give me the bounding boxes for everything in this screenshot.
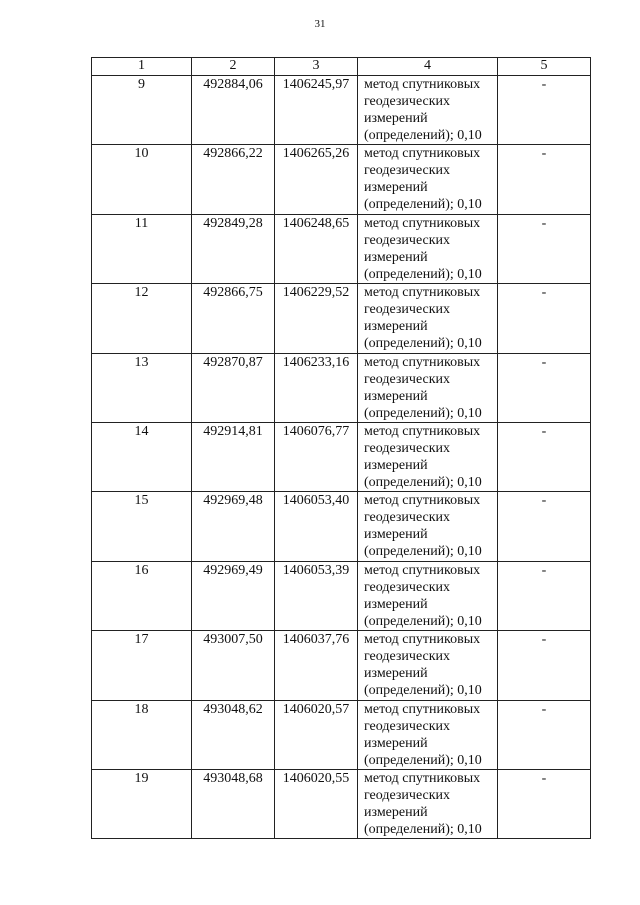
point-number-cell: 15 [92,492,192,561]
note-cell: - [498,561,591,630]
x-coordinate-cell: 492870,87 [192,353,275,422]
y-coordinate-cell: 1406248,65 [275,214,358,283]
method-text-line: (определений); 0,10 [364,821,482,837]
method-text-line: измерений [364,111,428,126]
header-col-4: 4 [358,58,498,76]
method-cell [358,353,498,422]
note-cell: - [498,769,591,838]
table-row [92,631,591,700]
method-text-line: (определений); 0,10 [364,266,482,282]
y-coordinate-cell: 1406265,26 [275,145,358,214]
note-cell: - [498,631,591,700]
method-text-line: геодезических [364,579,451,595]
method-cell [358,561,498,630]
note-cell: - [498,353,591,422]
table-row [92,353,591,422]
method-text-line: (определений); 0,10 [364,683,482,699]
method-text-line: геодезических [364,510,451,526]
y-coordinate-cell: 1406245,97 [275,76,358,145]
method-text-line: измерений [364,249,428,265]
method-text-line: (определений); 0,10 [364,336,482,352]
point-number-cell: 13 [92,353,192,422]
method-text-line: геодезических [364,440,451,456]
note-cell: - [498,284,591,353]
method-text-line: метод спутниковых [364,493,481,509]
note-cell: - [498,700,591,769]
point-number-cell: 9 [92,76,192,145]
method-text-line: метод спутниковых [364,701,481,717]
note-cell: - [498,214,591,283]
x-coordinate-cell: 492849,28 [192,214,275,283]
method-text-line: метод спутниковых [364,423,481,439]
table-row [92,76,591,145]
method-cell [358,769,498,838]
method-text-line: измерений [364,666,428,682]
method-text-line: измерений [364,180,428,196]
header-row [92,58,591,76]
x-coordinate-cell: 492884,06 [192,76,275,145]
method-cell [358,492,498,561]
method-text-line: (определений); 0,10 [364,128,482,143]
method-text-line: метод спутниковых [364,77,481,92]
y-coordinate-cell: 1406020,55 [275,769,358,838]
method-text-line: (определений); 0,10 [364,474,482,490]
method-text-line: метод спутниковых [364,632,481,648]
method-text-line: метод спутниковых [364,354,481,370]
method-text-line: геодезических [364,371,451,387]
page-number: 31 [314,18,326,30]
table-row [92,700,591,769]
y-coordinate-cell: 1406020,57 [275,700,358,769]
y-coordinate-cell: 1406229,52 [275,284,358,353]
method-text-line: измерений [364,527,428,543]
method-text-line: метод спутниковых [364,770,481,786]
method-text-line: (определений); 0,10 [364,197,482,213]
point-number-cell: 10 [92,145,192,214]
x-coordinate-cell: 493048,68 [192,769,275,838]
header-col-5: 5 [498,58,591,76]
y-coordinate-cell: 1406053,39 [275,561,358,630]
point-number-cell: 14 [92,422,192,491]
note-cell: - [498,422,591,491]
table-row [92,561,591,630]
note-cell: - [498,145,591,214]
table-row [92,214,591,283]
method-text-line: измерений [364,319,428,335]
y-coordinate-cell: 1406076,77 [275,422,358,491]
y-coordinate-cell: 1406037,76 [275,631,358,700]
method-text-line: (определений); 0,10 [364,613,482,629]
point-number-cell: 17 [92,631,192,700]
method-text-line: измерений [364,457,428,473]
method-cell [358,214,498,283]
table-row [92,145,591,214]
table-row [92,422,591,491]
x-coordinate-cell: 492969,48 [192,492,275,561]
x-coordinate-cell: 492914,81 [192,422,275,491]
method-text-line: (определений); 0,10 [364,544,482,560]
method-text-line: (определений); 0,10 [364,405,482,421]
header-col-2: 2 [192,58,275,76]
header-col-1: 1 [92,58,192,76]
method-cell [358,284,498,353]
method-text-line: измерений [364,735,428,751]
method-text-line: измерений [364,596,428,612]
method-cell [358,422,498,491]
method-text-line: метод спутниковых [364,146,481,162]
point-number-cell: 16 [92,561,192,630]
method-text-line: измерений [364,804,428,820]
point-number-cell: 18 [92,700,192,769]
method-text-line: метод спутниковых [364,215,481,231]
note-cell: - [498,76,591,145]
method-cell [358,145,498,214]
method-text-line: геодезических [364,649,451,665]
method-text-line: геодезических [364,163,451,179]
x-coordinate-cell: 493048,62 [192,700,275,769]
point-number-cell: 19 [92,769,192,838]
method-cell [358,76,498,145]
header-col-3: 3 [275,58,358,76]
method-text-line: геодезических [364,787,451,803]
point-number-cell: 12 [92,284,192,353]
x-coordinate-cell: 492866,75 [192,284,275,353]
method-text-line: измерений [364,388,428,404]
note-cell: - [498,492,591,561]
method-text-line: метод спутниковых [364,562,481,578]
method-text-line: геодезических [364,302,451,318]
method-cell [358,700,498,769]
table-row [92,769,591,838]
y-coordinate-cell: 1406233,16 [275,353,358,422]
coordinates-table [91,57,591,839]
method-text-line: метод спутниковых [364,285,481,301]
method-cell [358,631,498,700]
point-number-cell: 11 [92,214,192,283]
x-coordinate-cell: 492866,22 [192,145,275,214]
table-row [92,492,591,561]
x-coordinate-cell: 493007,50 [192,631,275,700]
y-coordinate-cell: 1406053,40 [275,492,358,561]
method-text-line: (определений); 0,10 [364,752,482,768]
x-coordinate-cell: 492969,49 [192,561,275,630]
method-text-line: геодезических [364,718,451,734]
method-text-line: геодезических [364,94,451,109]
table-row [92,284,591,353]
method-text-line: геодезических [364,232,451,248]
